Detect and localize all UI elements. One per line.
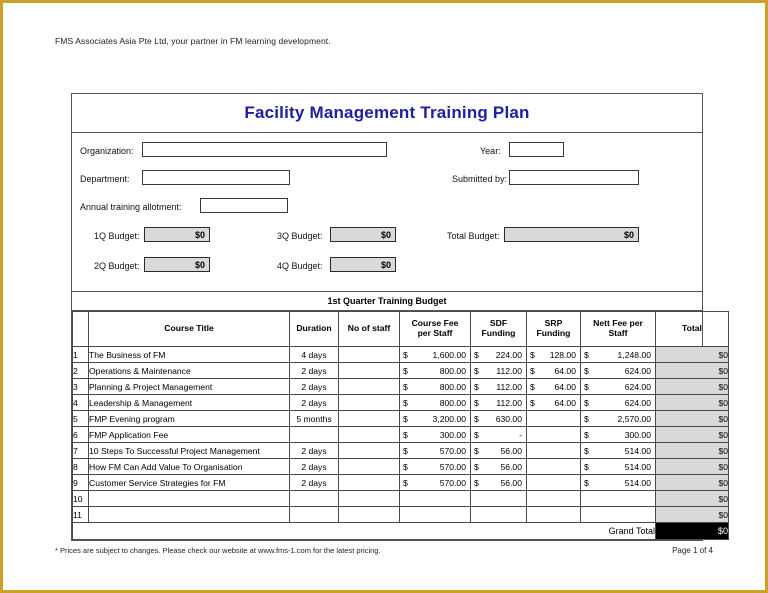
header-total: Total bbox=[656, 312, 729, 347]
header-course-fee-line1: Course Fee bbox=[411, 318, 459, 329]
total-budget-label: Total Budget: bbox=[447, 231, 500, 241]
q1-budget-label: 1Q Budget: bbox=[94, 231, 140, 241]
cell-fee-amount: 800.00 bbox=[439, 397, 466, 408]
cell-row-total: $0 bbox=[656, 363, 729, 379]
cell-fee[interactable] bbox=[400, 363, 471, 379]
table-row bbox=[73, 379, 729, 395]
cell-row-total: $0 bbox=[656, 411, 729, 427]
cell-no-of-staff[interactable] bbox=[339, 427, 400, 443]
cell-srp[interactable] bbox=[527, 347, 581, 363]
budget-table bbox=[72, 311, 729, 540]
table-row bbox=[73, 411, 729, 427]
cell-nett-symbol: $ bbox=[584, 365, 589, 376]
q4-budget-label: 4Q Budget: bbox=[277, 261, 323, 271]
grand-total-label: Grand Total bbox=[73, 523, 656, 540]
cell-row-total: $0 bbox=[656, 475, 729, 491]
cell-srp[interactable] bbox=[527, 443, 581, 459]
header-sdf-funding bbox=[471, 312, 527, 347]
cell-nett[interactable] bbox=[581, 427, 656, 443]
header-course-fee bbox=[400, 312, 471, 347]
cell-nett-amount: 300.00 bbox=[624, 429, 651, 440]
cell-row-number: 3 bbox=[73, 379, 89, 395]
annual-allotment-input[interactable] bbox=[200, 198, 288, 213]
annual-allotment-label: Annual training allotment: bbox=[80, 202, 182, 212]
footer-note: * Prices are subject to changes. Please check our website at www.fms-1.com for the latest pricing. bbox=[55, 546, 381, 555]
header-srp-funding bbox=[527, 312, 581, 347]
cell-nett[interactable] bbox=[581, 443, 656, 459]
header-row-number bbox=[73, 312, 89, 347]
cell-course-title[interactable] bbox=[89, 507, 290, 523]
cell-fee[interactable] bbox=[400, 507, 471, 523]
cell-nett-symbol: $ bbox=[584, 477, 589, 488]
cell-srp[interactable] bbox=[527, 475, 581, 491]
cell-course-title[interactable] bbox=[89, 491, 290, 507]
cell-fee-amount: 300.00 bbox=[439, 429, 466, 440]
cell-sdf-amount: 56.00 bbox=[500, 445, 522, 456]
grand-total-row bbox=[73, 523, 729, 540]
cell-nett[interactable] bbox=[581, 363, 656, 379]
cell-nett-amount: 624.00 bbox=[624, 397, 651, 408]
page-title: Facility Management Training Plan bbox=[244, 103, 530, 122]
sheet-title-row bbox=[72, 94, 702, 133]
cell-srp-symbol: $ bbox=[530, 381, 535, 392]
cell-sdf[interactable] bbox=[471, 475, 527, 491]
table-row bbox=[73, 427, 729, 443]
cell-nett-amount: 624.00 bbox=[624, 365, 651, 376]
cell-fee-symbol: $ bbox=[403, 445, 408, 456]
cell-fee[interactable] bbox=[400, 427, 471, 443]
cell-nett[interactable] bbox=[581, 459, 656, 475]
cell-srp[interactable] bbox=[527, 411, 581, 427]
cell-sdf-amount: - bbox=[519, 429, 522, 440]
cell-row-total: $0 bbox=[656, 379, 729, 395]
q3-budget-label: 3Q Budget: bbox=[277, 231, 323, 241]
cell-nett-amount: 514.00 bbox=[624, 477, 651, 488]
header-nett-line2: Staff bbox=[608, 328, 628, 338]
cell-sdf[interactable] bbox=[471, 491, 527, 507]
cell-row-number: 4 bbox=[73, 395, 89, 411]
cell-sdf-symbol: $ bbox=[474, 381, 479, 392]
department-label: Department: bbox=[80, 174, 130, 184]
cell-fee-symbol: $ bbox=[403, 461, 408, 472]
cell-sdf-symbol: $ bbox=[474, 461, 479, 472]
training-plan-sheet bbox=[71, 93, 728, 541]
cell-fee-symbol: $ bbox=[403, 397, 408, 408]
header-course-title: Course Title bbox=[89, 312, 290, 347]
cell-fee-symbol: $ bbox=[403, 365, 408, 376]
q3-budget-value[interactable]: $0 bbox=[330, 227, 396, 242]
cell-no-of-staff[interactable] bbox=[339, 491, 400, 507]
table-row bbox=[73, 443, 729, 459]
submitted-by-input[interactable] bbox=[509, 170, 639, 185]
cell-course-title[interactable]: Operations & Maintenance bbox=[89, 363, 290, 379]
table-row bbox=[73, 507, 729, 523]
cell-duration[interactable]: 2 days bbox=[290, 379, 339, 395]
cell-sdf[interactable] bbox=[471, 395, 527, 411]
year-input[interactable] bbox=[509, 142, 564, 157]
grand-total-value: $0 bbox=[656, 523, 729, 540]
cell-srp[interactable] bbox=[527, 363, 581, 379]
cell-sdf-amount: 56.00 bbox=[500, 461, 522, 472]
cell-no-of-staff[interactable] bbox=[339, 395, 400, 411]
cell-srp-symbol: $ bbox=[530, 365, 535, 376]
cell-fee[interactable] bbox=[400, 491, 471, 507]
cell-fee[interactable] bbox=[400, 475, 471, 491]
cell-no-of-staff[interactable] bbox=[339, 443, 400, 459]
quarter-banner: 1st Quarter Training Budget bbox=[72, 292, 702, 311]
cell-sdf[interactable] bbox=[471, 507, 527, 523]
cell-nett-symbol: $ bbox=[584, 445, 589, 456]
cell-fee[interactable] bbox=[400, 443, 471, 459]
cell-srp-symbol: $ bbox=[530, 349, 535, 360]
cell-fee-symbol: $ bbox=[403, 381, 408, 392]
cell-nett-symbol: $ bbox=[584, 461, 589, 472]
cell-nett-symbol: $ bbox=[584, 397, 589, 408]
cell-duration[interactable] bbox=[290, 491, 339, 507]
cell-row-number: 11 bbox=[73, 507, 89, 523]
cell-nett-amount: 624.00 bbox=[624, 381, 651, 392]
table-row bbox=[73, 347, 729, 363]
cell-duration[interactable]: 2 days bbox=[290, 475, 339, 491]
cell-srp[interactable] bbox=[527, 507, 581, 523]
header-srp-line1: SRP bbox=[544, 318, 563, 329]
cell-nett-amount: 514.00 bbox=[624, 461, 651, 472]
budget-table-head bbox=[73, 312, 729, 347]
cell-sdf-amount: 56.00 bbox=[500, 477, 522, 488]
cell-fee-symbol: $ bbox=[403, 477, 408, 488]
table-header-row bbox=[73, 312, 729, 347]
cell-fee[interactable] bbox=[400, 395, 471, 411]
cell-sdf[interactable] bbox=[471, 427, 527, 443]
cell-fee-amount: 570.00 bbox=[439, 461, 466, 472]
cell-sdf-amount: 630.00 bbox=[495, 413, 522, 424]
cell-row-total: $0 bbox=[656, 459, 729, 475]
year-label: Year: bbox=[480, 146, 501, 156]
cell-duration[interactable]: 2 days bbox=[290, 363, 339, 379]
cell-srp[interactable] bbox=[527, 379, 581, 395]
cell-sdf-symbol: $ bbox=[474, 349, 479, 360]
cell-srp-symbol: $ bbox=[530, 397, 535, 408]
cell-fee-symbol: $ bbox=[403, 349, 408, 360]
cell-nett-amount: 514.00 bbox=[624, 445, 651, 456]
cell-fee[interactable] bbox=[400, 459, 471, 475]
cell-no-of-staff[interactable] bbox=[339, 363, 400, 379]
cell-nett-symbol: $ bbox=[584, 349, 589, 360]
table-row bbox=[73, 363, 729, 379]
cell-row-number: 10 bbox=[73, 491, 89, 507]
cell-duration[interactable]: 2 days bbox=[290, 459, 339, 475]
cell-fee-amount: 570.00 bbox=[439, 445, 466, 456]
cell-nett[interactable] bbox=[581, 347, 656, 363]
cell-row-number: 8 bbox=[73, 459, 89, 475]
cell-fee[interactable] bbox=[400, 411, 471, 427]
cell-sdf-amount: 112.00 bbox=[496, 381, 522, 392]
header-nett-fee bbox=[581, 312, 656, 347]
table-row bbox=[73, 491, 729, 507]
cell-row-total: $0 bbox=[656, 507, 729, 523]
cell-fee-amount: 800.00 bbox=[439, 365, 466, 376]
cell-no-of-staff[interactable] bbox=[339, 379, 400, 395]
cell-nett-symbol: $ bbox=[584, 413, 589, 424]
cell-duration[interactable]: 2 days bbox=[290, 395, 339, 411]
cell-fee[interactable] bbox=[400, 347, 471, 363]
cell-sdf[interactable] bbox=[471, 459, 527, 475]
cell-nett[interactable] bbox=[581, 395, 656, 411]
cell-nett-symbol: $ bbox=[584, 429, 589, 440]
cell-nett[interactable] bbox=[581, 475, 656, 491]
footer-page-number: Page 1 of 4 bbox=[672, 546, 713, 555]
cell-row-number: 9 bbox=[73, 475, 89, 491]
cell-sdf-amount: 224.00 bbox=[495, 349, 522, 360]
cell-sdf[interactable] bbox=[471, 347, 527, 363]
cell-sdf-symbol: $ bbox=[474, 397, 479, 408]
cell-srp[interactable] bbox=[527, 491, 581, 507]
cell-srp-amount: 64.00 bbox=[554, 381, 576, 392]
cell-fee-amount: 1,600.00 bbox=[432, 349, 466, 360]
cell-sdf-symbol: $ bbox=[474, 477, 479, 488]
cell-nett-amount: 2,570.00 bbox=[617, 413, 651, 424]
form-fields-block bbox=[72, 133, 702, 292]
cell-row-total: $0 bbox=[656, 347, 729, 363]
cell-nett[interactable] bbox=[581, 379, 656, 395]
cell-nett-amount: 1,248.00 bbox=[617, 349, 651, 360]
cell-row-total: $0 bbox=[656, 395, 729, 411]
cell-fee-amount: 3,200.00 bbox=[432, 413, 466, 424]
q2-budget-label: 2Q Budget: bbox=[94, 261, 140, 271]
cell-row-number: 6 bbox=[73, 427, 89, 443]
cell-srp-amount: 64.00 bbox=[554, 397, 576, 408]
cell-row-number: 1 bbox=[73, 347, 89, 363]
organization-input[interactable] bbox=[142, 142, 387, 157]
cell-no-of-staff[interactable] bbox=[339, 475, 400, 491]
cell-srp-amount: 128.00 bbox=[549, 349, 576, 360]
header-sdf-line1: SDF bbox=[489, 318, 508, 329]
header-srp-line2: Funding bbox=[536, 328, 571, 338]
cell-row-number: 5 bbox=[73, 411, 89, 427]
cell-row-number: 7 bbox=[73, 443, 89, 459]
cell-nett[interactable] bbox=[581, 491, 656, 507]
cell-sdf[interactable] bbox=[471, 411, 527, 427]
cell-srp-amount: 64.00 bbox=[554, 365, 576, 376]
cell-fee[interactable] bbox=[400, 379, 471, 395]
cell-no-of-staff[interactable] bbox=[339, 347, 400, 363]
cell-fee-amount: 800.00 bbox=[439, 381, 466, 392]
table-row bbox=[73, 475, 729, 491]
header-sdf-line2: Funding bbox=[481, 328, 516, 338]
cell-sdf-amount: 112.00 bbox=[496, 397, 522, 408]
q1-budget-value[interactable]: $0 bbox=[144, 227, 210, 242]
budget-table-body bbox=[73, 347, 729, 523]
cell-fee-symbol: $ bbox=[403, 413, 408, 424]
header-duration: Duration bbox=[290, 312, 339, 347]
cell-sdf[interactable] bbox=[471, 379, 527, 395]
header-nett-line1: Nett Fee per bbox=[593, 318, 643, 329]
cell-row-total: $0 bbox=[656, 443, 729, 459]
q4-budget-value[interactable]: $0 bbox=[330, 257, 396, 272]
cell-duration[interactable] bbox=[290, 427, 339, 443]
cell-course-title[interactable]: The Business of FM bbox=[89, 347, 290, 363]
cell-duration[interactable]: 4 days bbox=[290, 347, 339, 363]
department-input[interactable] bbox=[142, 170, 290, 185]
cell-sdf-amount: 112.00 bbox=[496, 365, 522, 376]
cell-no-of-staff[interactable] bbox=[339, 411, 400, 427]
cell-course-title[interactable]: How FM Can Add Value To Organisation bbox=[89, 459, 290, 475]
cell-sdf[interactable] bbox=[471, 363, 527, 379]
cell-duration[interactable] bbox=[290, 507, 339, 523]
cell-fee-amount: 570.00 bbox=[439, 477, 466, 488]
cell-srp[interactable] bbox=[527, 459, 581, 475]
cell-row-total: $0 bbox=[656, 491, 729, 507]
cell-course-title[interactable]: FMP Application Fee bbox=[89, 427, 290, 443]
submitted-by-label: Submitted by: bbox=[452, 174, 508, 184]
cell-no-of-staff[interactable] bbox=[339, 507, 400, 523]
cell-srp[interactable] bbox=[527, 427, 581, 443]
cell-course-title[interactable]: Customer Service Strategies for FM bbox=[89, 475, 290, 491]
cell-row-total: $0 bbox=[656, 427, 729, 443]
cell-nett-symbol: $ bbox=[584, 381, 589, 392]
cell-srp[interactable] bbox=[527, 395, 581, 411]
cell-row-number: 2 bbox=[73, 363, 89, 379]
q2-budget-value[interactable]: $0 bbox=[144, 257, 210, 272]
cell-course-title[interactable]: Planning & Project Management bbox=[89, 379, 290, 395]
header-course-fee-line2: per Staff bbox=[417, 328, 453, 338]
cell-sdf-symbol: $ bbox=[474, 429, 479, 440]
cell-duration[interactable]: 5 months bbox=[290, 411, 339, 427]
table-row bbox=[73, 459, 729, 475]
header-no-of-staff: No of staff bbox=[339, 312, 400, 347]
organization-label: Organization: bbox=[80, 146, 134, 156]
cell-nett[interactable] bbox=[581, 411, 656, 427]
cell-duration[interactable]: 2 days bbox=[290, 443, 339, 459]
company-tagline: FMS Associates Asia Pte Ltd, your partner in FM learning development. bbox=[55, 36, 331, 46]
cell-course-title[interactable]: 10 Steps To Successful Project Management bbox=[89, 443, 290, 459]
total-budget-value[interactable]: $0 bbox=[504, 227, 639, 242]
cell-sdf-symbol: $ bbox=[474, 445, 479, 456]
cell-course-title[interactable]: FMP Evening program bbox=[89, 411, 290, 427]
cell-nett[interactable] bbox=[581, 507, 656, 523]
table-row bbox=[73, 395, 729, 411]
cell-course-title[interactable]: Leadership & Management bbox=[89, 395, 290, 411]
cell-sdf-symbol: $ bbox=[474, 365, 479, 376]
cell-sdf[interactable] bbox=[471, 443, 527, 459]
budget-table-foot bbox=[73, 523, 729, 540]
cell-no-of-staff[interactable] bbox=[339, 459, 400, 475]
cell-sdf-symbol: $ bbox=[474, 413, 479, 424]
cell-fee-symbol: $ bbox=[403, 429, 408, 440]
